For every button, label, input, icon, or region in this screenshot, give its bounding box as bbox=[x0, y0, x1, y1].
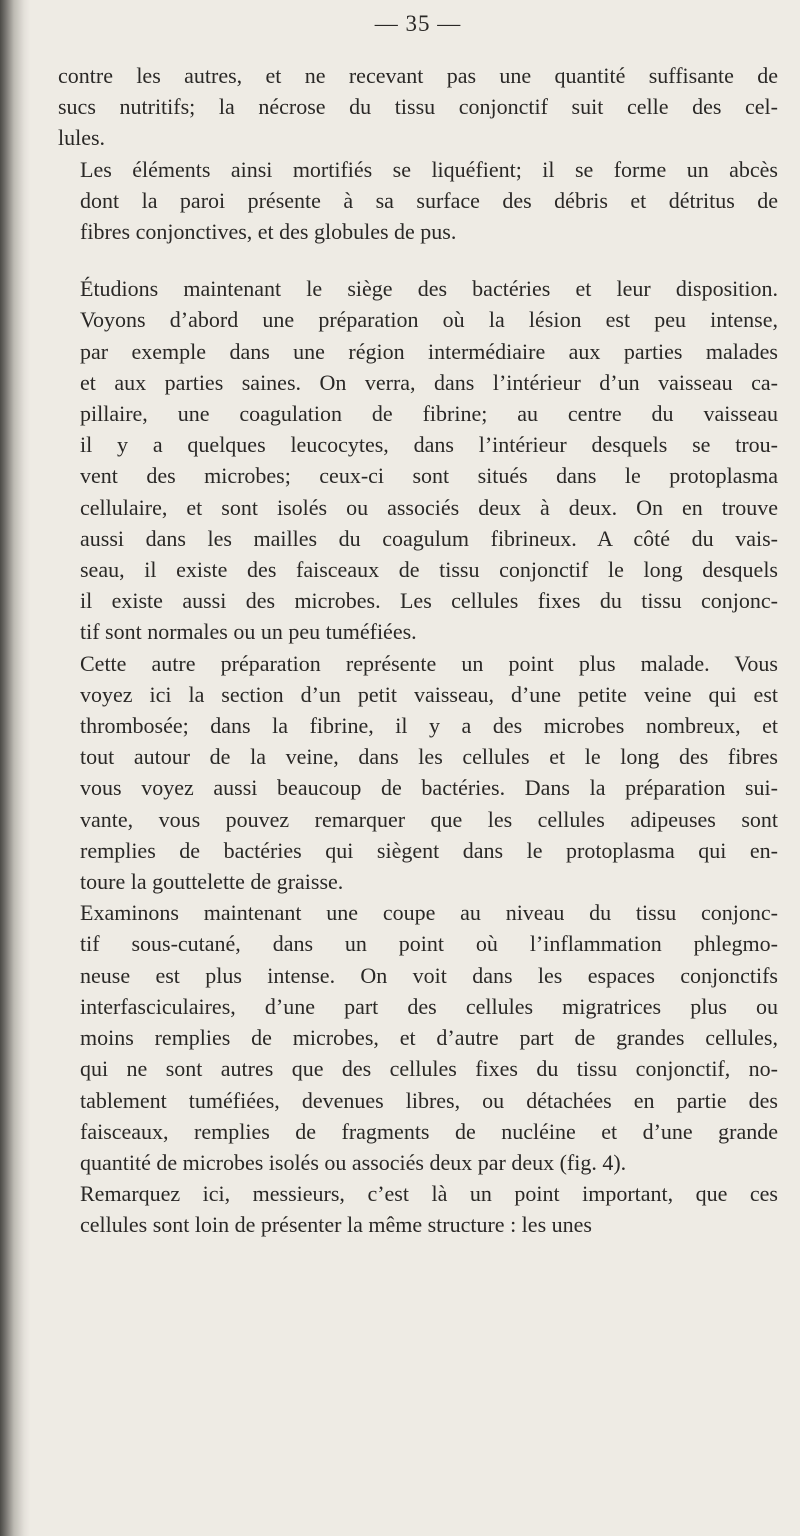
text-line: qui ne sont autres que des cellules fixes du tissu conjonctif, no- bbox=[80, 1056, 778, 1082]
paragraph bbox=[58, 60, 778, 154]
text-line: lules. bbox=[58, 125, 106, 151]
text-line: voyez ici la section d’un petit vaisseau, d’une petite veine qui est bbox=[80, 681, 778, 707]
text-line: tout autour de la veine, dans les cellules et le long des fibres bbox=[80, 744, 778, 770]
text-line: fibres conjonctives, et des globules de pus. bbox=[80, 219, 457, 245]
page-binding-shadow bbox=[0, 0, 30, 1536]
page-number: — 35 — bbox=[374, 11, 462, 36]
text-line: Étudions maintenant le siège des bactéries et leur disposition. bbox=[80, 276, 778, 302]
text-line: interfasciculaires, d’une part des cellules migratrices plus ou bbox=[80, 993, 778, 1019]
text-line: Examinons maintenant une coupe au niveau du tissu conjonc- bbox=[80, 900, 778, 926]
text-line: aussi dans les mailles du coagulum fibrineux. A côté du vais- bbox=[80, 525, 778, 551]
text-line: vent des microbes; ceux-ci sont situés dans le protoplasma bbox=[80, 463, 778, 489]
text-line: vante, vous pouvez remarquer que les cellules adipeuses sont bbox=[80, 806, 778, 832]
text-line: cellules sont loin de présenter la même structure : les unes bbox=[80, 1212, 592, 1238]
text-line: cellulaire, et sont isolés ou associés deux à deux. On en trouve bbox=[80, 494, 778, 520]
text-line: il existe aussi des microbes. Les cellules fixes du tissu conjonc- bbox=[80, 588, 778, 614]
paragraph bbox=[58, 273, 778, 647]
text-line: Cette autre préparation représente un point plus malade. Vous bbox=[80, 650, 778, 676]
text-line: Voyons d’abord une préparation où la lésion est peu intense, bbox=[80, 307, 778, 333]
text-line: tablement tuméfiées, devenues libres, ou détachées en partie des bbox=[80, 1087, 778, 1113]
text-line: Les éléments ainsi mortifiés se liquéfient; il se forme un abcès bbox=[80, 156, 778, 182]
paragraph bbox=[58, 154, 778, 248]
text-line: contre les autres, et ne recevant pas une quantité suffisante de bbox=[58, 63, 778, 88]
paragraph bbox=[58, 897, 778, 1178]
text-line: Remarquez ici, messieurs, c’est là un point important, que ces bbox=[80, 1181, 778, 1207]
text-line: moins remplies de microbes, et d’autre part de grandes cellules, bbox=[80, 1025, 778, 1051]
text-line: vous voyez aussi beaucoup de bactéries. Dans la préparation sui- bbox=[80, 775, 778, 801]
paragraph bbox=[58, 648, 778, 898]
text-line: pillaire, une coagulation de fibrine; au centre du vaisseau bbox=[80, 401, 778, 427]
text-line: par exemple dans une région intermédiaire aux parties malades bbox=[80, 338, 778, 364]
text-line: remplies de bactéries qui siègent dans le protoplasma qui en- bbox=[80, 837, 778, 863]
text-line: dont la paroi présente à sa surface des débris et détritus de bbox=[80, 187, 778, 213]
text-line: tif sous-cutané, dans un point où l’inflammation phlegmo- bbox=[80, 931, 778, 957]
text-line: et aux parties saines. On verra, dans l’intérieur d’un vaisseau ca- bbox=[80, 369, 778, 395]
text-line: neuse est plus intense. On voit dans les espaces conjonctifs bbox=[80, 962, 778, 988]
text-line: il y a quelques leucocytes, dans l’intérieur desquels se trou- bbox=[80, 432, 778, 458]
page-body-text bbox=[58, 60, 778, 1241]
text-line: seau, il existe des faisceaux de tissu conjonctif le long desquels bbox=[80, 557, 778, 583]
book-page bbox=[58, 8, 778, 1241]
text-line: tif sont normales ou un peu tuméfiées. bbox=[80, 619, 417, 645]
text-line: toure la gouttelette de graisse. bbox=[80, 869, 344, 895]
paragraph bbox=[58, 1178, 778, 1240]
text-line: sucs nutritifs; la nécrose du tissu conjonctif suit celle des cel- bbox=[58, 94, 778, 120]
text-line: thrombosée; dans la fibrine, il y a des microbes nombreux, et bbox=[80, 713, 778, 739]
text-line: faisceaux, remplies de fragments de nucléine et d’une grande bbox=[80, 1118, 778, 1144]
text-line: quantité de microbes isolés ou associés deux par deux (fig. 4). bbox=[80, 1149, 627, 1175]
